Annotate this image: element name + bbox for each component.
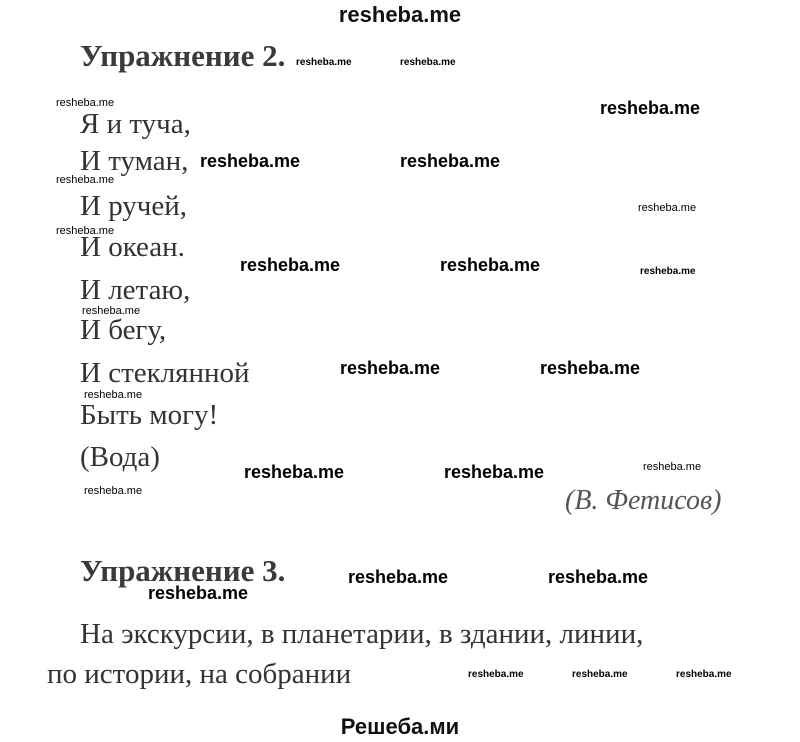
watermark: resheba.me bbox=[56, 174, 115, 186]
watermark: resheba.me bbox=[240, 255, 341, 275]
watermark: resheba.me bbox=[676, 669, 732, 680]
watermark: resheba.me bbox=[540, 358, 641, 378]
poem-author: (В. Фетисов) bbox=[565, 485, 722, 516]
watermark: resheba.me bbox=[640, 266, 696, 277]
watermark: resheba.me bbox=[348, 567, 449, 587]
watermark: resheba.me bbox=[244, 462, 345, 482]
site-footer: Решеба.ми bbox=[340, 714, 460, 739]
poem-line: Быть могу! bbox=[80, 399, 219, 431]
poem-line: И стеклянной bbox=[80, 357, 250, 389]
poem-line: Я и туча, bbox=[80, 108, 191, 140]
exercise-3-title: Упражнение 3. bbox=[80, 553, 286, 588]
answer-line: На экскурсии, в планетарии, в здании, линии, bbox=[80, 618, 644, 650]
watermark: resheba.me bbox=[600, 98, 701, 118]
watermark: resheba.me bbox=[468, 669, 524, 680]
site-header: resheba.me bbox=[338, 2, 462, 27]
poem-line: И туман, bbox=[80, 145, 189, 177]
watermark: resheba.me bbox=[638, 202, 697, 214]
watermark: resheba.me bbox=[400, 57, 456, 68]
watermark: resheba.me bbox=[56, 97, 115, 109]
watermark: resheba.me bbox=[400, 151, 501, 171]
watermark: resheba.me bbox=[84, 389, 143, 401]
poem-line: И ручей, bbox=[80, 190, 188, 222]
watermark: resheba.me bbox=[440, 255, 541, 275]
watermark: resheba.me bbox=[296, 57, 352, 68]
watermark: resheba.me bbox=[548, 567, 649, 587]
watermark: resheba.me bbox=[444, 462, 545, 482]
answer-line: по истории, на собрании bbox=[47, 658, 352, 690]
watermark: resheba.me bbox=[340, 358, 441, 378]
watermark: resheba.me bbox=[82, 305, 141, 317]
poem-line: И океан. bbox=[80, 231, 185, 263]
exercise-2-title: Упражнение 2. bbox=[80, 38, 286, 73]
watermark: resheba.me bbox=[572, 669, 628, 680]
watermark: resheba.me bbox=[84, 485, 143, 497]
poem-line: И бегу, bbox=[80, 314, 167, 346]
watermark: resheba.me bbox=[643, 461, 702, 473]
poem-riddle-answer: (Вода) bbox=[80, 441, 160, 473]
poem-line: И летаю, bbox=[80, 274, 191, 306]
watermark: resheba.me bbox=[200, 151, 301, 171]
watermark: resheba.me bbox=[148, 583, 249, 603]
watermark: resheba.me bbox=[56, 225, 115, 237]
